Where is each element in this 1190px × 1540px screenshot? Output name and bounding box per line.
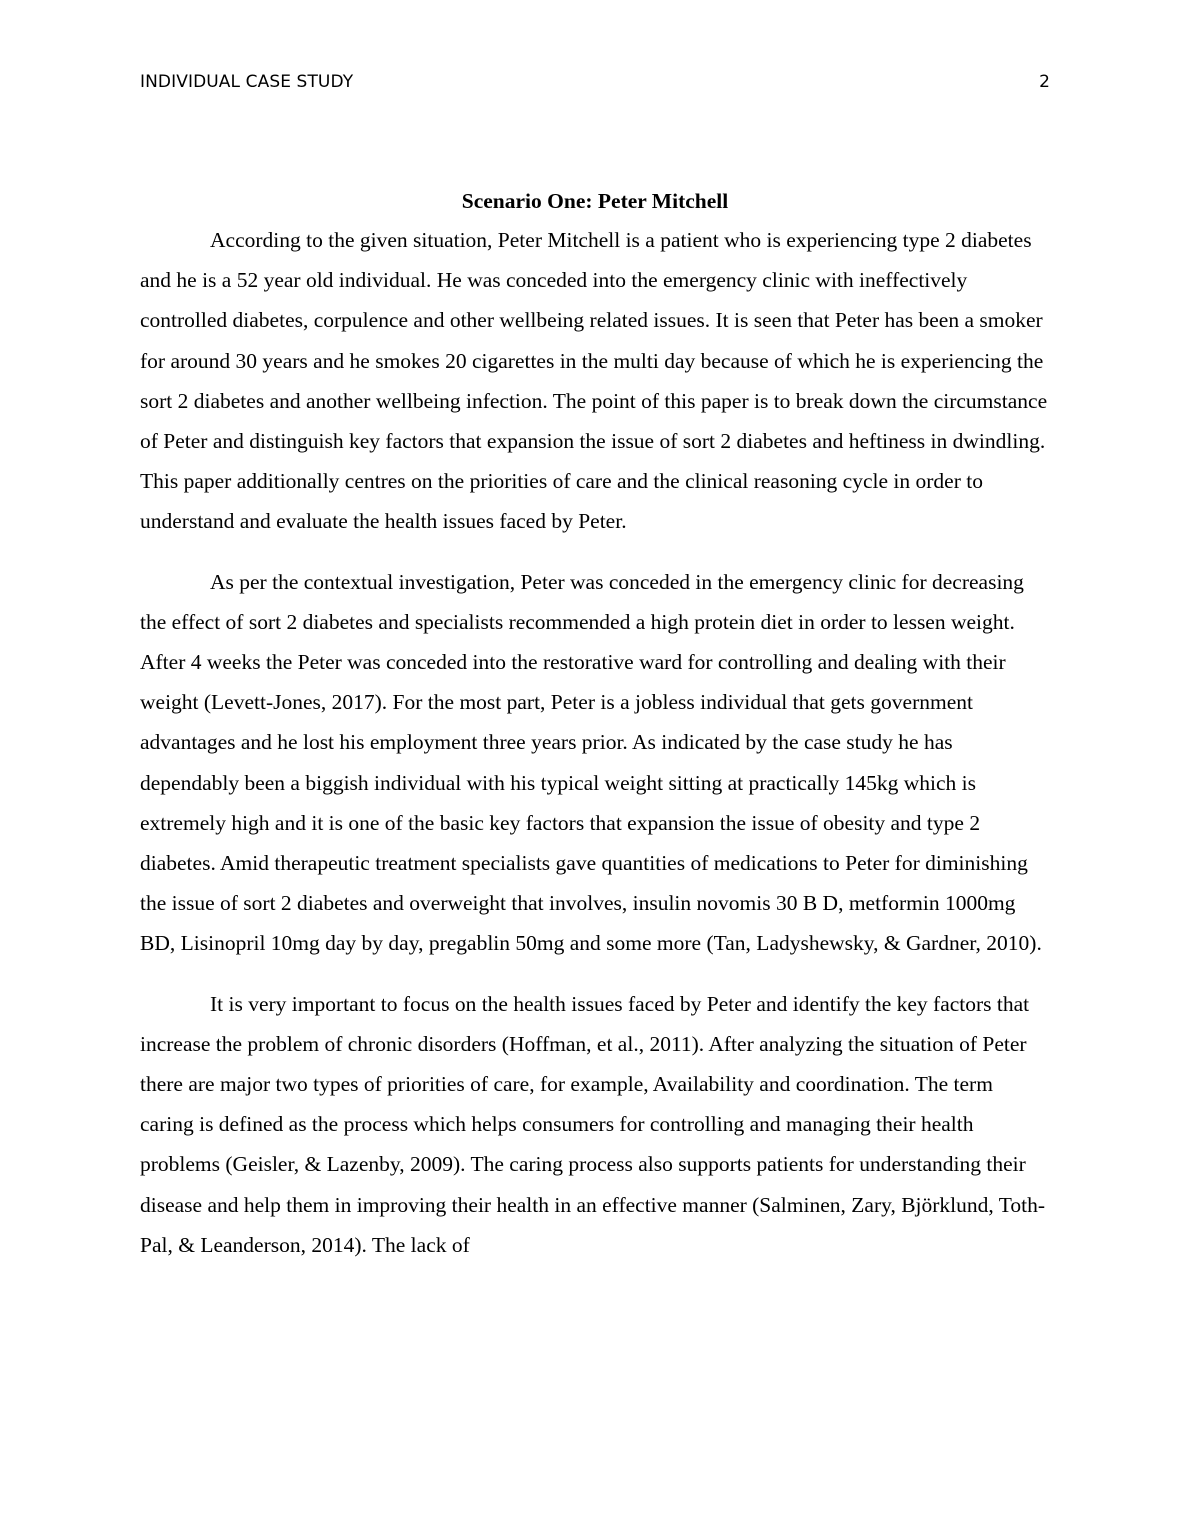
paragraph-2: As per the contextual investigation, Peter was conceded in the emergency clinic for decreasing the effect of sort 2 diabetes and specialists recommended a high protein diet in order to lessen weight. After 4 weeks the Peter was conceded into the restorative ward for controlling and dealing with their weight (Levett-Jones, 2017). For the most part, Peter is a jobless individual that gets government advantages and he lost his employment three years prior. As indicated by the case study he has dependably been a biggish individual with his typical weight sitting at practically 145kg which is extremely high and it is one of the basic key factors that expansion the issue of obesity and type 2 diabetes. Amid therapeutic treatment specialists gave quantities of medications to Peter for diminishing the issue of sort 2 diabetes and overweight that involves, insulin novomis 30 B D, metformin 1000mg BD, Lisinopril 10mg day by day, pregablin 50mg and some more (Tan, Ladyshewsky, & Gardner, 2010). <box>140 569 1042 956</box>
paragraph-3: It is very important to focus on the health issues faced by Peter and identify the key factors that increase the problem of chronic disorders (Hoffman, et al., 2011). After analyzing the situation of Peter there are major two types of priorities of care, for example, Availability and coordination. The term caring is defined as the process which helps consumers for controlling and managing their health problems (Geisler, & Lazenby, 2009). The caring process also supports patients for understanding their disease and help them in improving their health in an effective manner (Salminen, Zary, Björklund, Toth-Pal, & Leanderson, 2014). The lack of <box>140 991 1046 1257</box>
paragraph-1: According to the given situation, Peter Mitchell is a patient who is experiencing type 2 diabetes and he is a 52 year old individual. He was conceded into the emergency clinic with ineffectively controlled diabetes, corpulence and other wellbeing related issues. It is seen that Peter has been a smoker for around 30 years and he smokes 20 cigarettes in the multi day because of which he is experiencing the sort 2 diabetes and another wellbeing infection. The point of this paper is to break down the circumstance of Peter and distinguish key factors that expansion the issue of sort 2 diabetes and heftiness in dwindling. This paper additionally centres on the priorities of care and the clinical reasoning cycle in order to understand and evaluate the health issues faced by Peter. <box>140 228 1048 534</box>
document-body <box>140 182 1050 1285</box>
running-head: INDIVIDUAL CASE STUDY <box>140 72 354 92</box>
section-title: Scenario One: Peter Mitchell <box>461 189 729 213</box>
page-number: 2 <box>1039 72 1050 92</box>
